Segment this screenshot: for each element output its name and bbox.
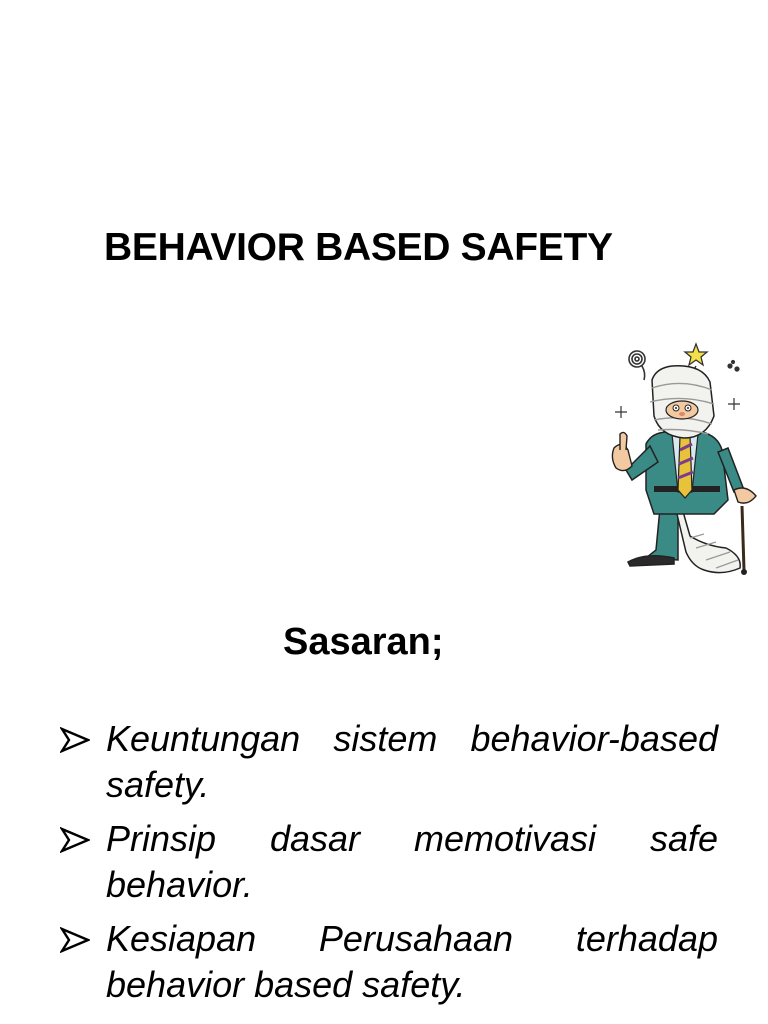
arrow-bullet-icon [60,927,90,953]
arrow-bullet-icon [60,727,90,753]
dizzy-swirl-icon [629,351,645,380]
section-heading: Sasaran; [283,621,444,663]
bullet-text: Kesiapan Perusahaan terhadap behavior based safety. [106,918,718,1005]
list-item [60,916,718,1008]
bullet-text: Keuntungan sistem behavior-based safety. [106,718,718,805]
injured-worker-illustration [606,340,766,576]
bullet-list [60,716,718,1016]
page-title: BEHAVIOR BASED SAFETY [104,226,613,269]
arrow-bullet-icon [60,827,90,853]
star-icon [685,344,707,365]
list-item [60,716,718,808]
bullet-text: Prinsip dasar memotivasi safe behavior. [106,818,718,905]
list-item [60,816,718,908]
